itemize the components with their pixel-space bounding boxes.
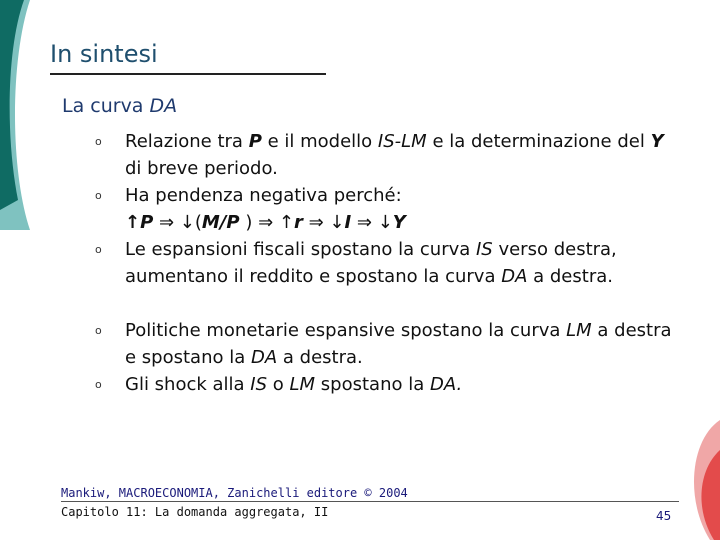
decorative-red-arc <box>680 420 720 540</box>
bullet-text-part: Politiche monetarie espansive spostano la curva <box>125 320 567 341</box>
bullet-text <box>125 128 685 182</box>
bullet-text-part: M/P <box>201 212 240 233</box>
subtitle-em: DA <box>149 95 178 117</box>
title-underline <box>50 73 326 75</box>
footer-divider <box>61 501 679 502</box>
bullet-text <box>125 182 685 236</box>
bullet-text-part: ↑P <box>125 212 154 233</box>
bullet-text <box>125 371 685 398</box>
bullet-text-part: Y <box>650 131 664 152</box>
bullet-text-part: o <box>267 374 290 395</box>
bullet-marker: o <box>95 189 102 202</box>
decorative-teal-arc <box>0 0 60 230</box>
bullet-text-part: Relazione tra <box>125 131 249 152</box>
bullet-text-part: P <box>248 131 262 152</box>
bullet-text-part: DA <box>501 266 528 287</box>
slide-title: In sintesi <box>50 40 158 68</box>
bullet-text-part: a destra e spostano la <box>125 320 672 368</box>
bullet-text-part: LM <box>566 320 592 341</box>
bullet-marker: o <box>95 243 102 256</box>
footer-credit: Mankiw, MACROECONOMIA, Zanichelli editore © 2004 <box>61 486 408 500</box>
bullet-text <box>125 236 685 290</box>
bullet-text-part: DA <box>250 347 278 368</box>
page-number: 45 <box>656 509 672 523</box>
bullet-text-part: I <box>344 212 352 233</box>
bullet-text-part: IS <box>250 374 268 395</box>
bullet-text-part: DA. <box>429 374 463 395</box>
bullet-text-part: spostano la <box>315 374 430 395</box>
bullet-text-part: Ha pendenza negativa perché: <box>125 185 402 206</box>
bullet-text-part: LM <box>289 374 316 395</box>
bullet-text-part: Le espansioni fiscali spostano la curva <box>125 239 476 260</box>
slide-subtitle <box>62 95 177 117</box>
bullet-text-part: IS <box>476 239 493 260</box>
bullet-text-part: di breve periodo. <box>125 158 278 179</box>
bullet-text-part: ) ⇒ ↑ <box>239 212 294 233</box>
bullet-text-part: a destra. <box>277 347 363 368</box>
footer-chapter: Capitolo 11: La domanda aggregata, II <box>61 505 329 519</box>
bullet-marker: o <box>95 378 102 391</box>
subtitle-prefix: La curva <box>62 95 150 117</box>
bullet-text-part: e la determinazione del <box>426 131 651 152</box>
bullet-text-part: IS-LM <box>377 131 427 152</box>
bullet-text-part: ⇒ ↓( <box>153 212 202 233</box>
bullet-text <box>125 317 685 371</box>
bullet-text-part: r <box>293 212 303 233</box>
bullet-text-part: ⇒ ↓ <box>351 212 393 233</box>
bullet-text-part: ⇒ ↓ <box>302 212 345 233</box>
bullet-marker: o <box>95 135 102 148</box>
bullet-text-part: a destra. <box>527 266 613 287</box>
bullet-text-part: Y <box>392 212 406 233</box>
bullet-text-part: verso destra, aumentano il reddito e spostano la curva <box>125 239 617 287</box>
bullet-marker: o <box>95 324 102 337</box>
bullet-text-part: Gli shock alla <box>125 374 251 395</box>
bullet-text-part: e il modello <box>261 131 378 152</box>
